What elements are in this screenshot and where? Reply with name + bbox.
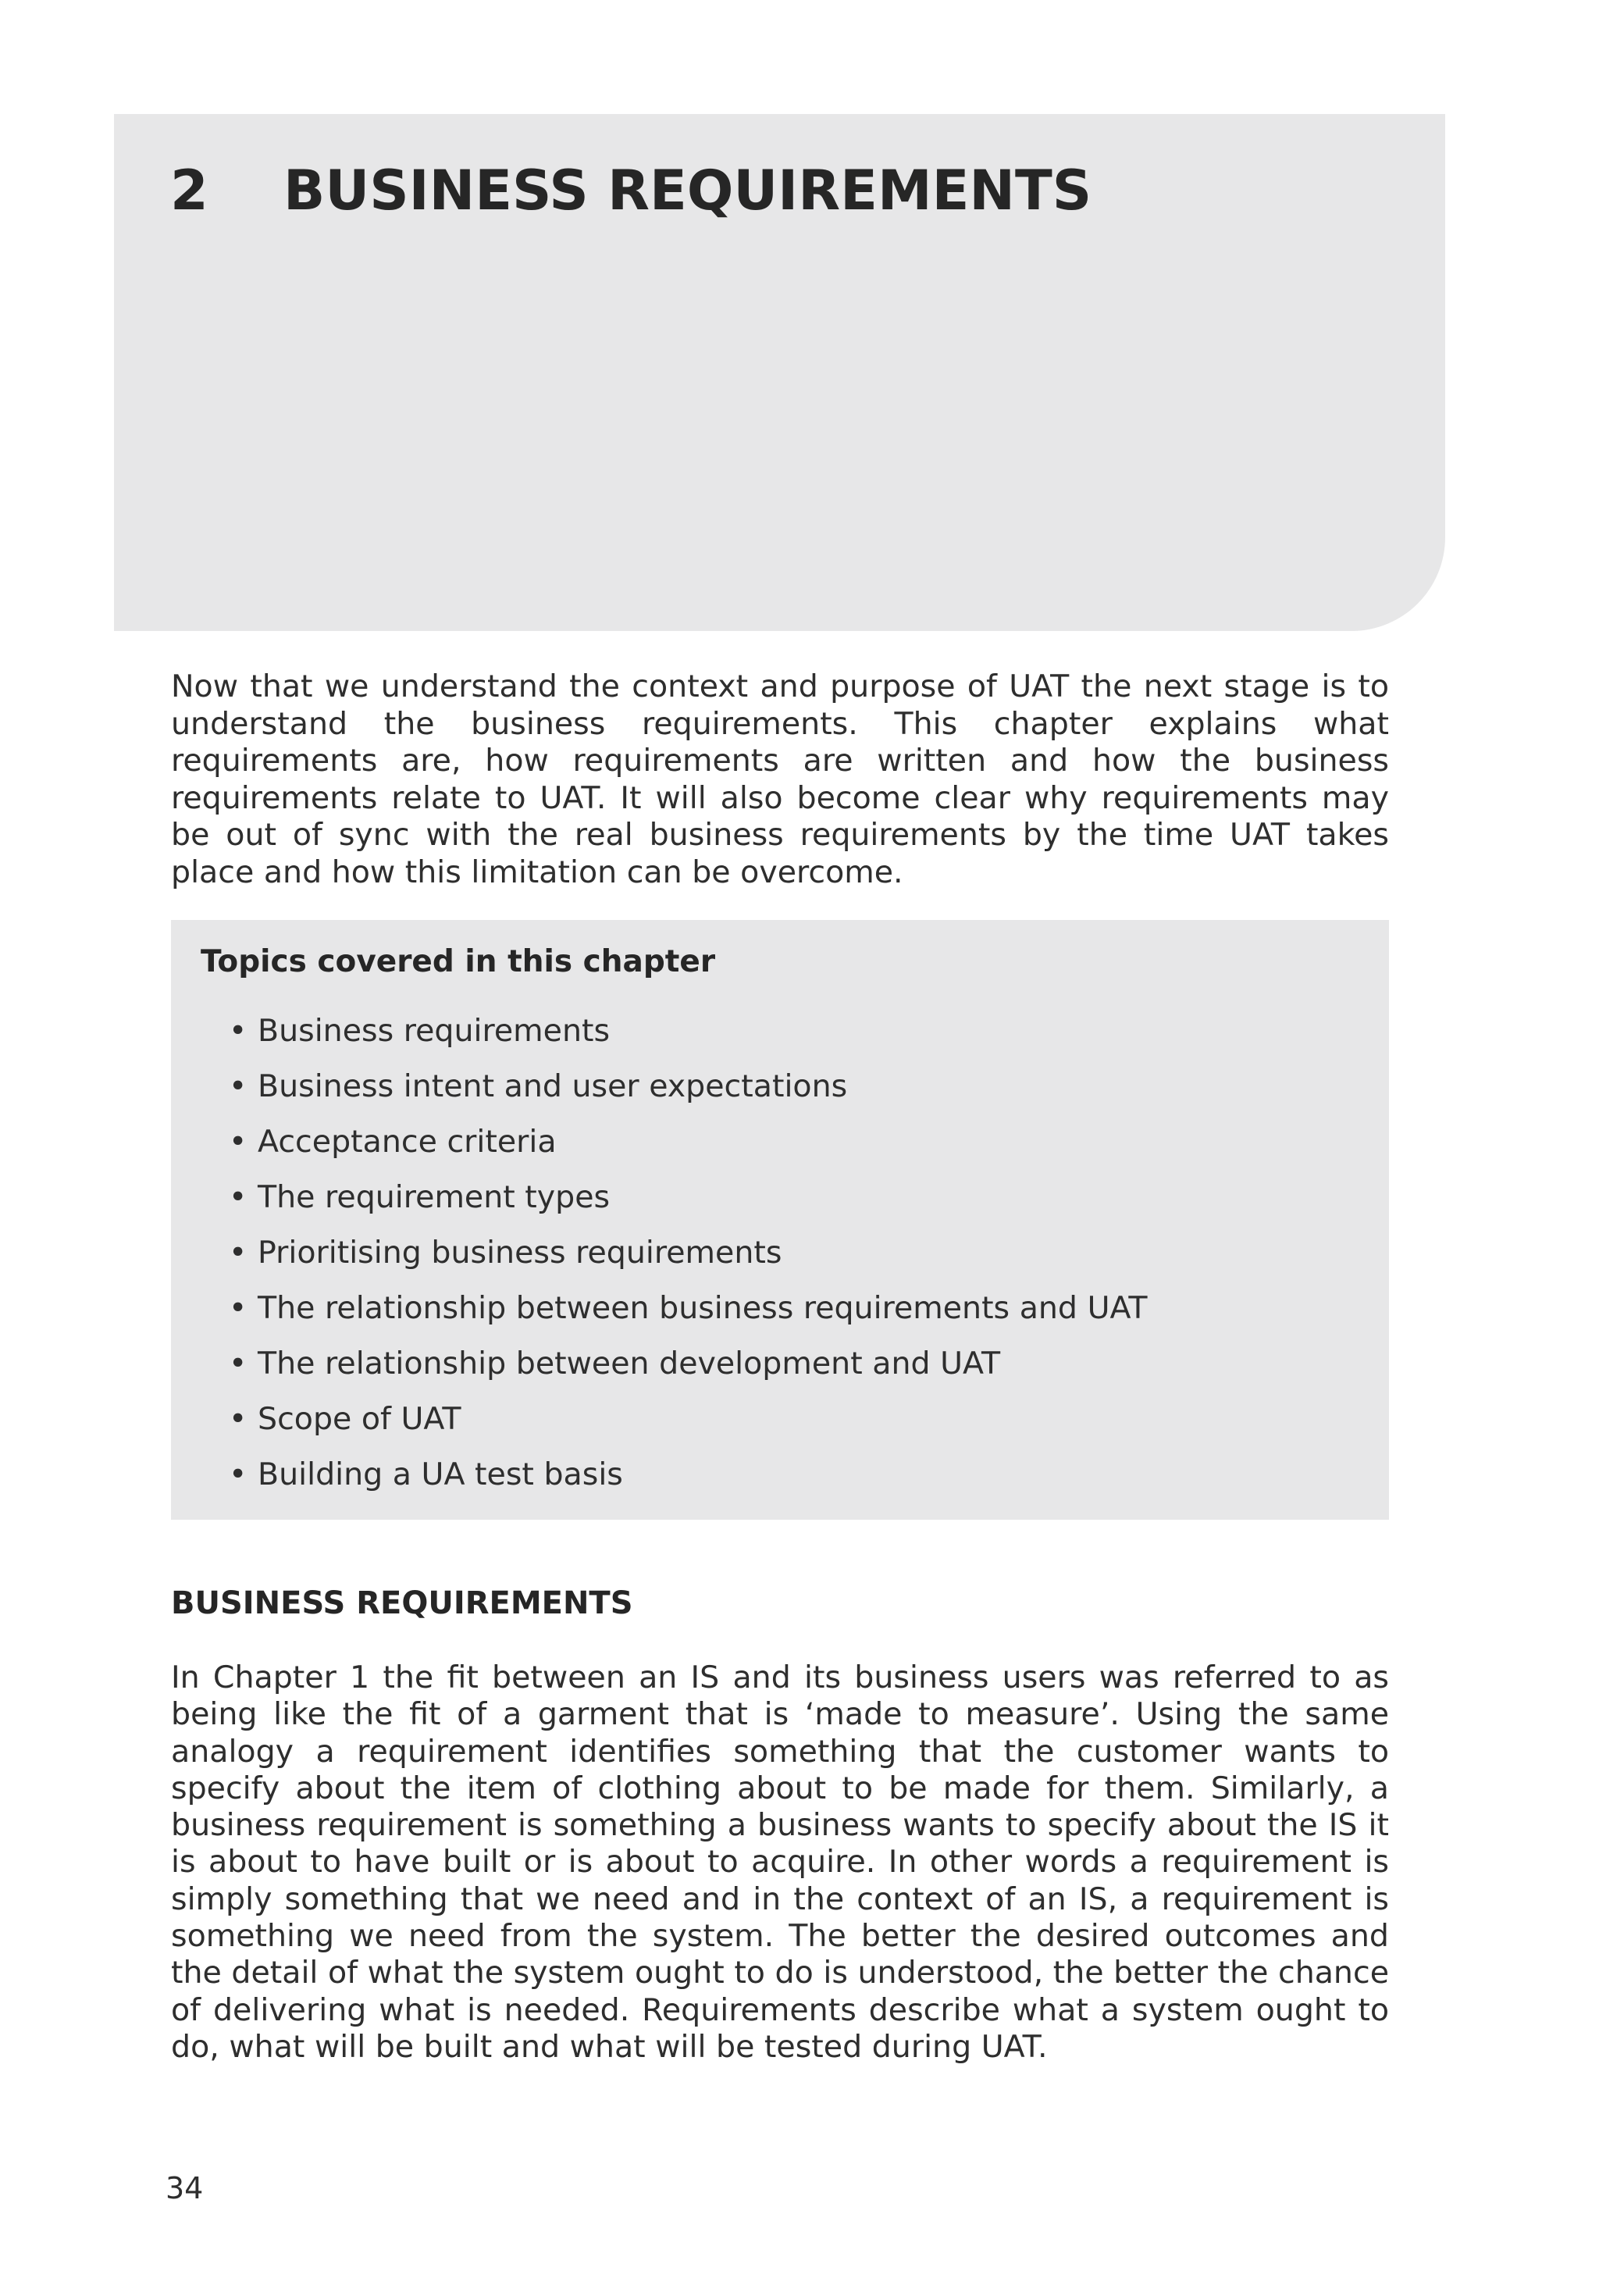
bullet-icon: • (229, 1346, 248, 1382)
chapter-title: BUSINESS REQUIREMENTS (283, 159, 1092, 223)
bullet-icon: • (229, 1456, 248, 1492)
topic-label: The relationship between development and UAT (258, 1346, 1001, 1382)
topics-box (171, 920, 1389, 1520)
section-paragraph: In Chapter 1 the fit between an IS and its business users was referred to as being like the fit of a garment that is ‘made to measure’. Using the same analogy a requirement identifies something that the customer wants to specify about the item of clothing about to be made for them. Similarly, a business requirement is something a business wants to specify about the IS it is about to have built or is about to acquire. In other words a requirement is simply something that we need and in the context of an IS, a requirement is something we need from the system. The better the desired outcomes and the detail of what the system ought to do is understood, the better the chance of delivering what is needed. Requirements describe what a system ought to do, what will be built and what will be tested during UAT. (171, 1660, 1389, 2065)
list-item (229, 1123, 1148, 1178)
topic-label: Acceptance criteria (258, 1124, 557, 1160)
topics-title: Topics covered in this chapter (201, 944, 716, 979)
list-item (229, 1456, 1148, 1511)
topic-label: Prioritising business requirements (258, 1235, 782, 1271)
topics-list (229, 1012, 1148, 1511)
chapter-number: 2 (170, 159, 208, 223)
bullet-icon: • (229, 1401, 248, 1437)
topic-label: Scope of UAT (258, 1401, 461, 1437)
list-item (229, 1234, 1148, 1289)
topic-label: The requirement types (258, 1179, 611, 1215)
bullet-icon: • (229, 1068, 248, 1104)
topic-label: Business requirements (258, 1013, 611, 1049)
list-item (229, 1400, 1148, 1456)
page-number: 34 (166, 2171, 204, 2205)
bullet-icon: • (229, 1013, 248, 1049)
bullet-icon: • (229, 1290, 248, 1326)
list-item (229, 1012, 1148, 1068)
chapter-heading (170, 158, 1092, 223)
list-item (229, 1345, 1148, 1400)
bullet-icon: • (229, 1179, 248, 1215)
bullet-icon: • (229, 1124, 248, 1160)
section-heading: BUSINESS REQUIREMENTS (171, 1585, 633, 1621)
list-item (229, 1289, 1148, 1345)
bullet-icon: • (229, 1235, 248, 1271)
topic-label: Business intent and user expectations (258, 1068, 848, 1104)
intro-paragraph: Now that we understand the context and purpose of UAT the next stage is to understand the business requirements. This chapter explains what requirements are, how requirements are written and how the business requirements relate to UAT. It will also become clear why requirements may be out of sync with the real business requirements by the time UAT takes place and how this limitation can be overcome. (171, 668, 1389, 890)
chapter-banner (114, 114, 1445, 631)
list-item (229, 1178, 1148, 1234)
topic-label: Building a UA test basis (258, 1456, 623, 1492)
list-item (229, 1068, 1148, 1123)
topic-label: The relationship between business requirements and UAT (258, 1290, 1148, 1326)
